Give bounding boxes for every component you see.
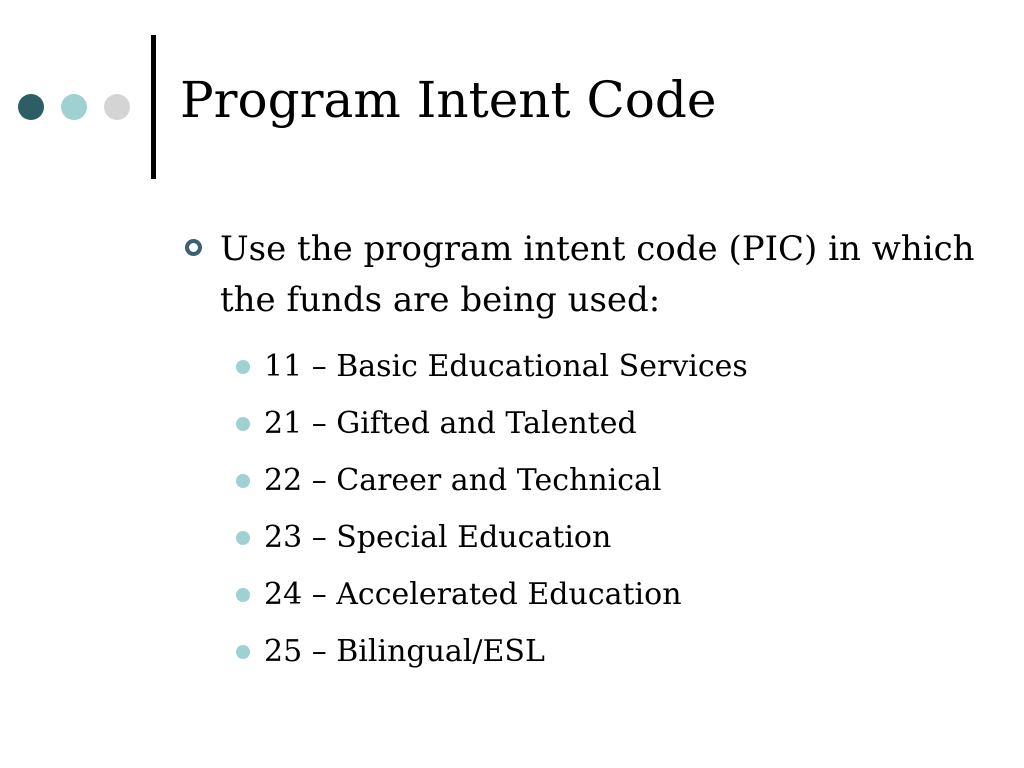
program-intent-code-list [184,338,984,680]
dot-bullet-icon [236,474,250,488]
dot-bullet-icon [236,360,250,374]
slide-title: Program Intent Code [180,71,717,129]
main-bullet [184,224,984,326]
list-item [184,623,984,680]
list-item [184,338,984,395]
list-item-text: 11 – Basic Educational Services [264,349,748,384]
slide-body [184,224,984,680]
list-item-text: 22 – Career and Technical [264,463,662,498]
list-item [184,395,984,452]
decorative-dot-gray [104,94,130,120]
decorative-dot-dark-teal [18,94,44,120]
list-item [184,452,984,509]
dot-bullet-icon [236,588,250,602]
list-item-text: 25 – Bilingual/ESL [264,634,545,669]
main-bullet-text: Use the program intent code (PIC) in which the funds are being used: [220,229,975,320]
dot-bullet-icon [236,531,250,545]
decorative-dot-light-teal [61,94,87,120]
list-item-text: 23 – Special Education [264,520,612,555]
dot-bullet-icon [236,417,250,431]
dot-bullet-icon [236,645,250,659]
ring-bullet-icon [185,239,202,256]
list-item [184,566,984,623]
list-item-text: 21 – Gifted and Talented [264,406,637,441]
title-divider-rule [151,35,156,179]
list-item [184,509,984,566]
list-item-text: 24 – Accelerated Education [264,577,682,612]
